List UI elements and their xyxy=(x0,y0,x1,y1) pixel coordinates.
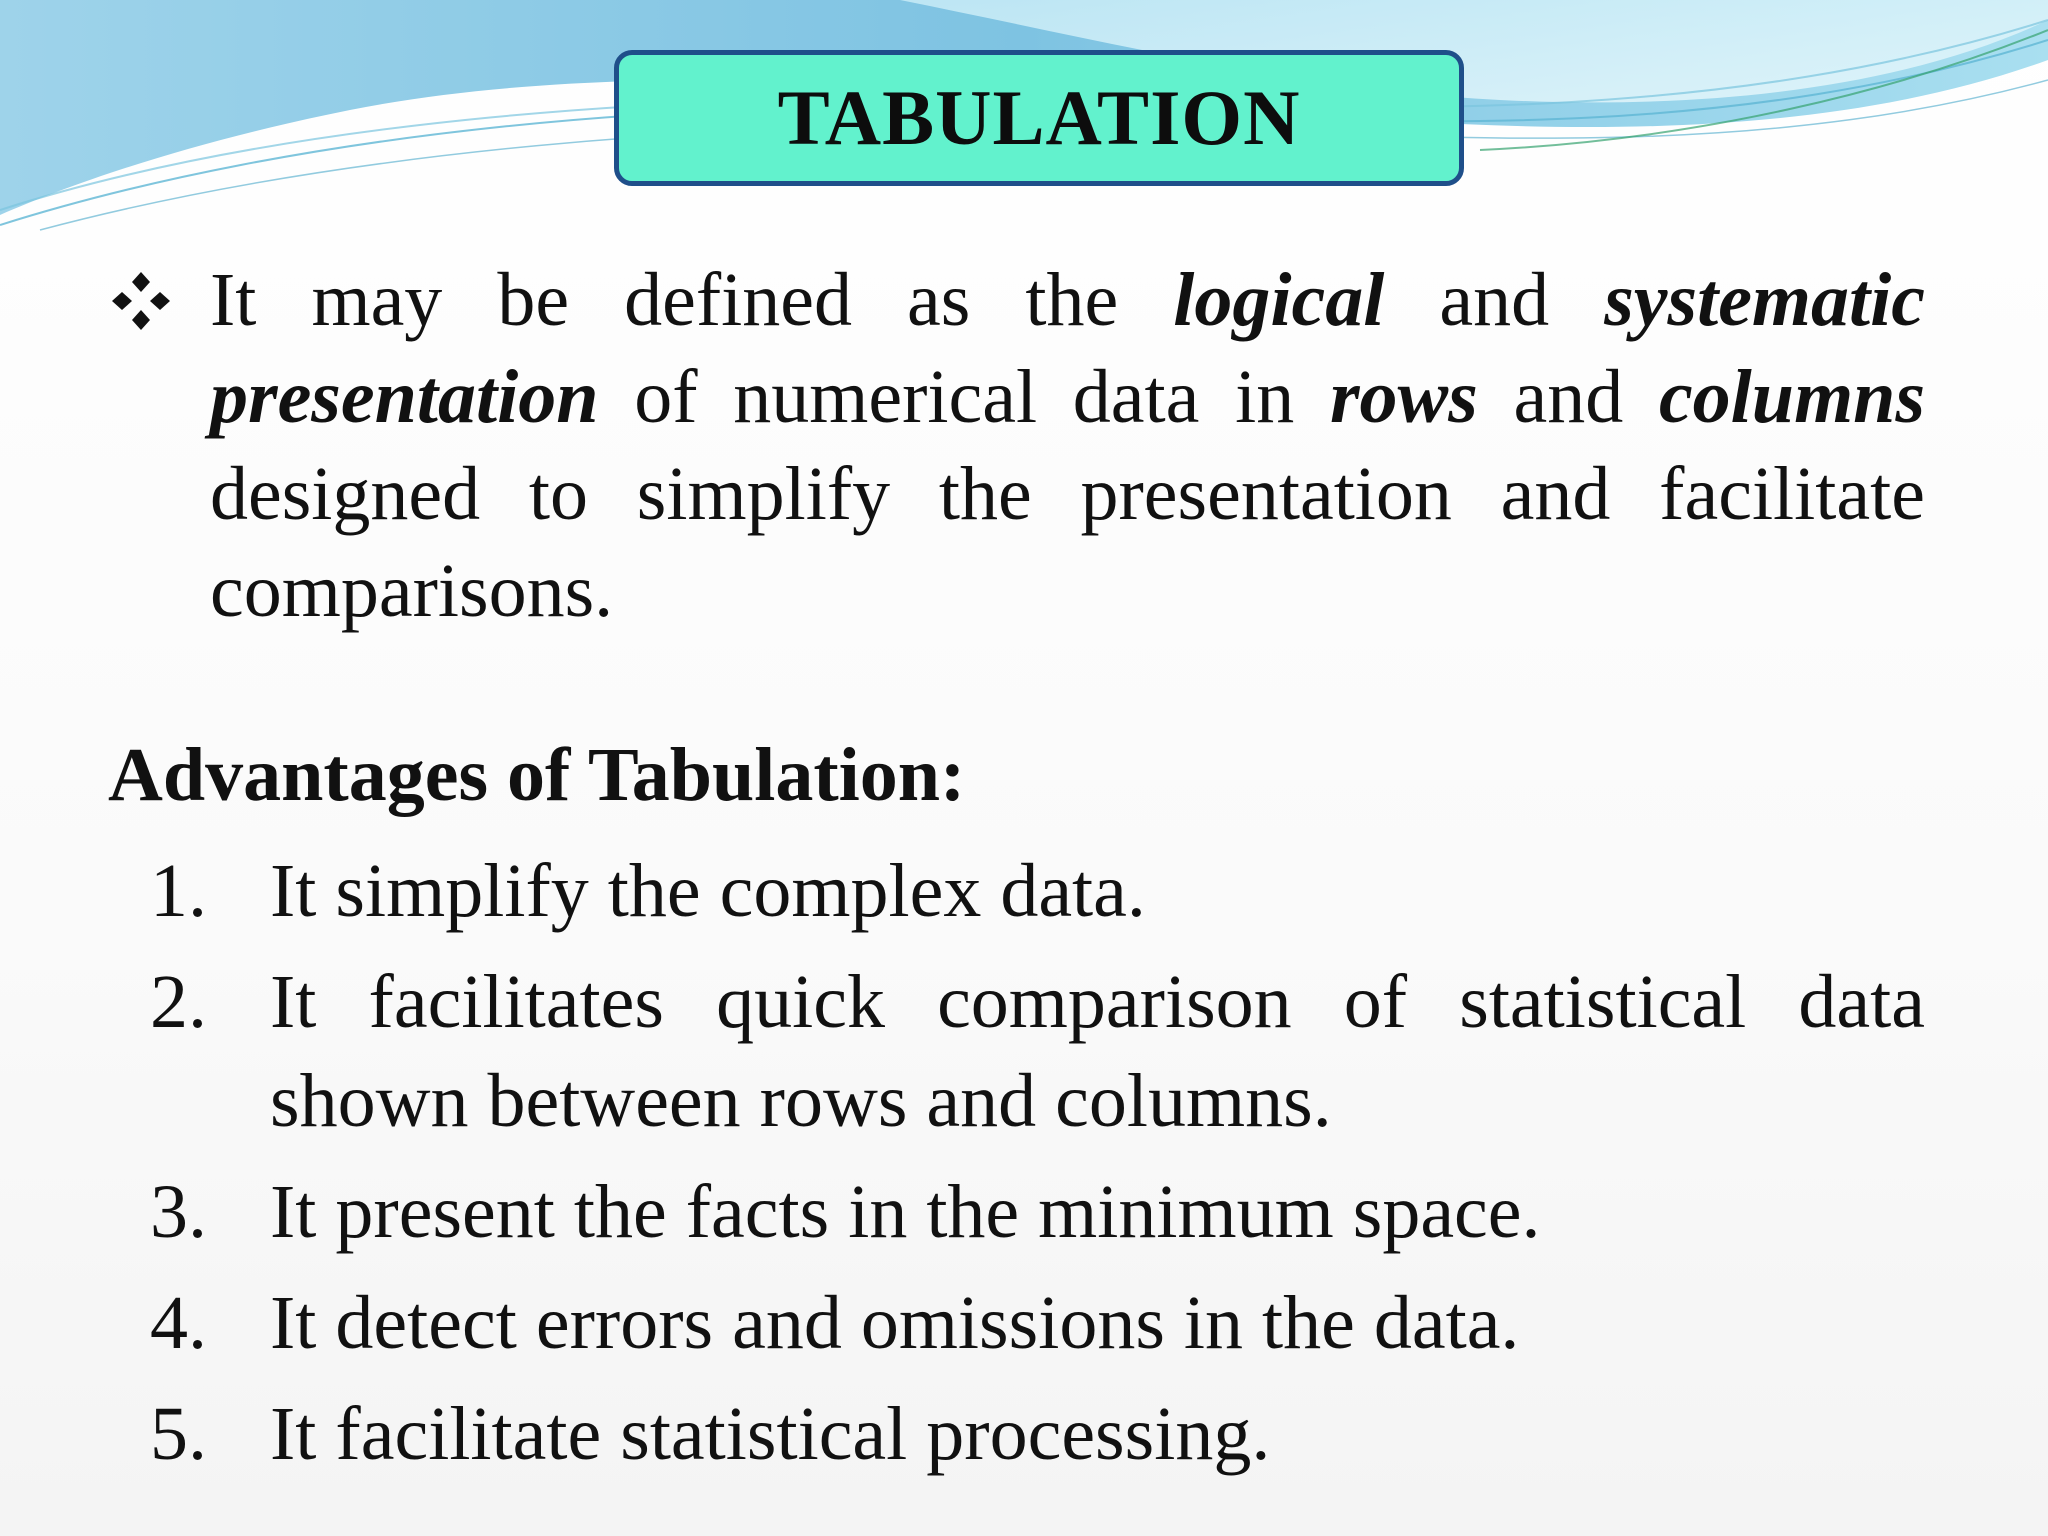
list-item-number: 5. xyxy=(150,1392,207,1476)
definition-part-5: designed to simplify the presentation and facilitate comparisons. xyxy=(210,452,1925,633)
definition-text xyxy=(210,252,1925,640)
slide-title: TABULATION xyxy=(777,74,1301,161)
definition-emphasis-logical: logical xyxy=(1173,258,1385,342)
definition-emphasis-systematic-presentation: systematic presentation xyxy=(210,258,1926,439)
list-item-number: 3. xyxy=(150,1170,207,1254)
definition-emphasis-columns: columns xyxy=(1658,355,1926,439)
title-box xyxy=(614,50,1464,186)
four-diamond-bullet-icon xyxy=(110,270,172,332)
definition-part-1: It may be defined as the xyxy=(210,258,1119,342)
list-item-number: 4. xyxy=(150,1281,207,1365)
list-item-text: It facilitates quick comparison of statistical data shown between rows and columns. xyxy=(270,960,1925,1143)
list-item-text: It present the facts in the minimum space. xyxy=(270,1170,1541,1254)
definition-emphasis-rows: rows xyxy=(1329,355,1478,439)
definition-block xyxy=(110,252,1925,640)
advantages-list xyxy=(150,842,1925,1496)
definition-part-3: of numerical data in xyxy=(634,355,1295,439)
list-item-number: 1. xyxy=(150,849,207,933)
list-item-text: It simplify the complex data. xyxy=(270,849,1146,933)
list-item xyxy=(150,953,1925,1151)
advantages-heading: Advantages of Tabulation: xyxy=(108,733,966,817)
definition-part-2: and xyxy=(1439,258,1550,342)
list-item xyxy=(150,842,1925,941)
list-item-number: 2. xyxy=(150,960,207,1044)
list-item-text: It detect errors and omissions in the data. xyxy=(270,1281,1520,1365)
list-item xyxy=(150,1385,1925,1484)
list-item-text: It facilitate statistical processing. xyxy=(270,1392,1271,1476)
definition-part-4: and xyxy=(1513,355,1624,439)
list-item xyxy=(150,1274,1925,1373)
list-item xyxy=(150,1163,1925,1262)
